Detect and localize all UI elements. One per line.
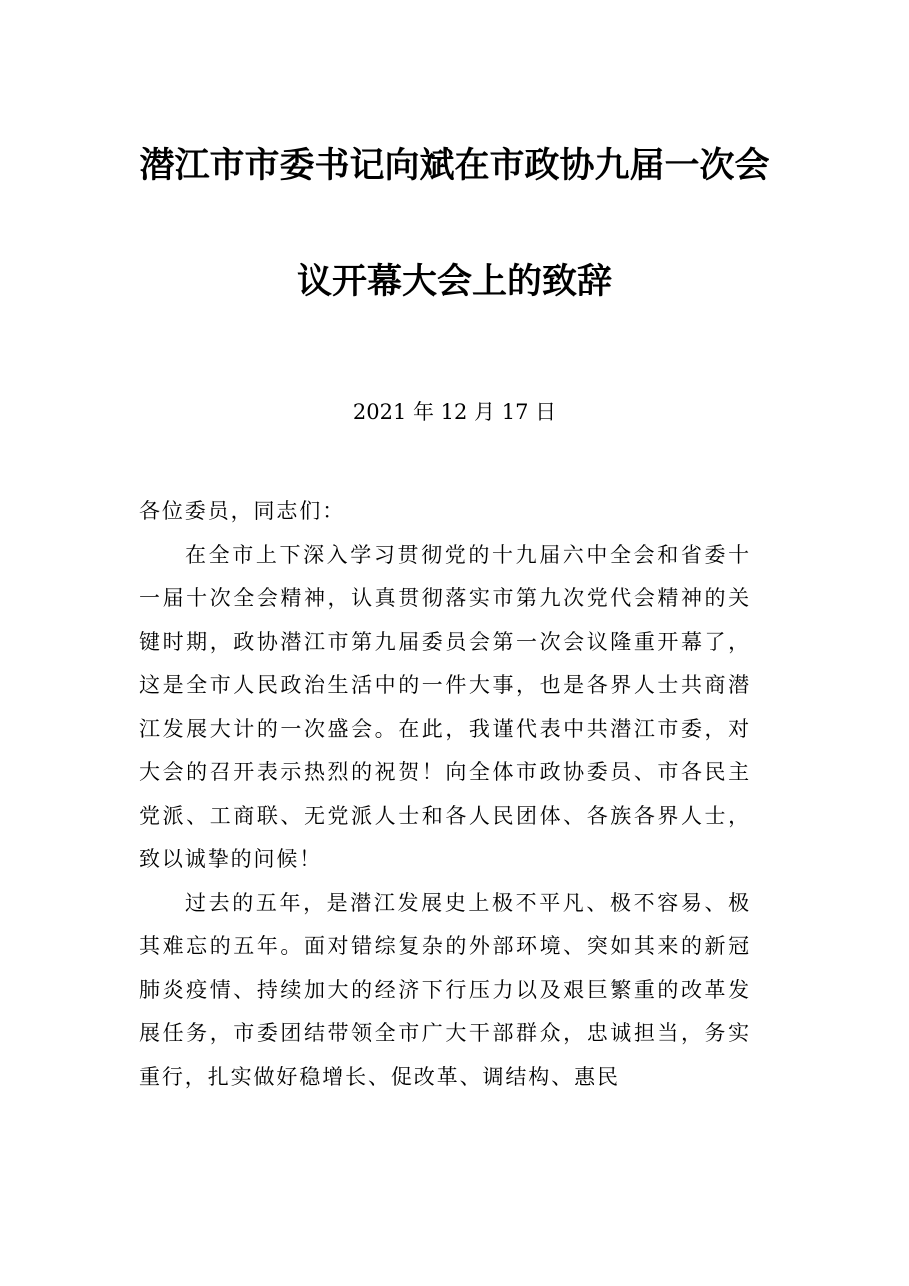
salutation: 各位委员，同志们： (139, 499, 346, 523)
document-date: 2021 年 12 月 17 日 (352, 400, 557, 424)
document-title-line-2: 议开幕大会上的致辞 (296, 261, 612, 302)
paragraph-1: 在全市上下深入学习贯彻党的十九届六中全会和省委十一届十次全会精神，认真贯彻落实市第九次党代会精神的关键时期，政协潜江市第九届委员会第一次会议隆重开幕了，这是全市人民政治生活中的一件大事，也是各界人士共商潜江发展大计的一次盛会。在此，我谨代表中共潜江市委，对大会的召开表示热烈的祝贺！向全体市政协委员、市各民主党派、工商联、无党派人士和各人民团体、各族各界人士，致以诚挚的问候！ (139, 542, 751, 871)
paragraph-2: 过去的五年，是潜江发展史上极不平凡、极不容易、极其难忘的五年。面对错综复杂的外部环境、突如其来的新冠肺炎疫情、持续加大的经济下行压力以及艰巨繁重的改革发展任务，市委团结带领全市广大干部群众，忠诚担当，务实重行，扎实做好稳增长、促改革、调结构、惠民 (139, 890, 751, 1089)
document-body (139, 490, 751, 1099)
document-title-line-1: 潜江市市委书记向斌在市政协九届一次会 (139, 145, 770, 186)
